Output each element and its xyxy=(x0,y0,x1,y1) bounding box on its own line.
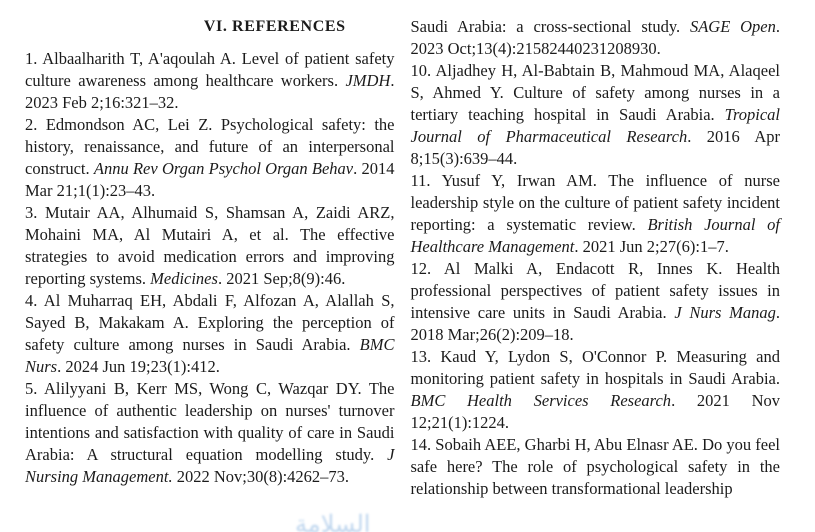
reference-item xyxy=(411,258,781,346)
journal-name: BMC Health Services Research xyxy=(410,391,672,410)
journal-name: J Nursing Management. xyxy=(25,445,395,486)
journal-name: Medicines xyxy=(150,269,218,288)
reference-item xyxy=(25,378,395,488)
reference-item xyxy=(411,434,781,500)
reference-text: . 2021 Nov 12;21(1):1224. xyxy=(410,391,780,432)
reference-text: 3. Mutair AA, Alhumaid S, Shamsan A, Zaidi ARZ, Mohaini MA, Al Mutairi A, et al. The effective strategies to avoid medication errors and improving reporting systems. xyxy=(25,203,395,288)
journal-name: Tropical Journal of Pharmaceutical Research xyxy=(410,105,780,146)
journal-name: Annu Rev Organ Psychol Organ Behav xyxy=(93,159,354,178)
reference-text: 2022 Nov;30(8):4262–73. xyxy=(172,467,350,486)
reference-text: . 2024 Jun 19;23(1):412. xyxy=(57,357,220,376)
watermark: السلامة xyxy=(295,512,371,532)
reference-item xyxy=(411,170,781,258)
journal-name: British Journal of Healthcare Management xyxy=(410,215,780,256)
references-list-right xyxy=(411,16,781,500)
references-column-right xyxy=(411,16,781,532)
reference-text: 5. Alilyyani B, Kerr MS, Wong C, Wazqar DY. The influence of authentic leadership on nurses' turnover intentions and satisfaction with quality of care in Saudi Arabia: A structural equation modelling study. xyxy=(25,379,395,464)
references-list-left xyxy=(25,48,395,488)
references-column-left xyxy=(25,16,395,532)
reference-text: . 2018 Mar;26(2):209–18. xyxy=(410,303,780,344)
reference-item xyxy=(25,290,395,378)
reference-item xyxy=(25,114,395,202)
reference-text: . 2023 Oct;13(4):21582440231208930. xyxy=(410,17,780,58)
reference-text: 13. Kaud Y, Lydon S, O'Connor P. Measuring and monitoring patient safety in hospitals in Saudi Arabia. xyxy=(410,347,780,388)
reference-text: . 2014 Mar 21;1(1):23–43. xyxy=(25,159,395,200)
reference-text: 2. Edmondson AC, Lei Z. Psychological safety: the history, renaissance, and future of an interpersonal construct. xyxy=(25,115,395,178)
reference-item xyxy=(411,16,781,60)
journal-name: SAGE Open xyxy=(689,17,776,36)
reference-text: 1. Albaalharith T, A'aqoulah A. Level of patient safety culture awareness among healthcare workers. xyxy=(25,49,395,90)
reference-text: 14. Sobaih AEE, Gharbi H, Abu Elnasr AE. Do you feel safe here? The role of psychological safety in the relationship between transformational leadership xyxy=(410,435,780,498)
reference-text: 10. Aljadhey H, Al-Babtain B, Mahmoud MA, Alaqeel S, Ahmed Y. Culture of safety among nurses in a tertiary teaching hospital in Saudi Arabia. xyxy=(410,61,780,124)
reference-text: . 2021 Jun 2;27(6):1–7. xyxy=(574,237,729,256)
reference-item xyxy=(411,346,781,434)
reference-text: 4. Al Muharraq EH, Abdali F, Alfozan A, Alallah S, Sayed B, Makakam A. Exploring the perception of safety culture among nurses in Saudi Arabia. xyxy=(25,291,395,354)
reference-text: 12. Al Malki A, Endacott R, Innes K. Health professional perspectives of patient safety issues in intensive care units in Saudi Arabia. xyxy=(410,259,780,322)
reference-text: 11. Yusuf Y, Irwan AM. The influence of nurse leadership style on the culture of patient safety incident reporting: a systematic review. xyxy=(410,171,780,234)
journal-name: J Nurs Manag xyxy=(674,303,776,322)
reference-text: . 2023 Feb 2;16:321–32. xyxy=(25,71,395,112)
reference-item xyxy=(25,202,395,290)
reference-text: . 2021 Sep;8(9):46. xyxy=(217,269,346,288)
reference-text: Saudi Arabia: a cross-sectional study. xyxy=(410,17,690,36)
references-heading: VI. REFERENCES xyxy=(203,18,346,35)
reference-text: . 2016 Apr 8;15(3):639–44. xyxy=(410,127,780,168)
journal-name: JMDH xyxy=(345,71,391,90)
journal-name: BMC Nurs xyxy=(25,335,395,376)
reference-item xyxy=(411,60,781,170)
reference-item xyxy=(25,48,395,114)
